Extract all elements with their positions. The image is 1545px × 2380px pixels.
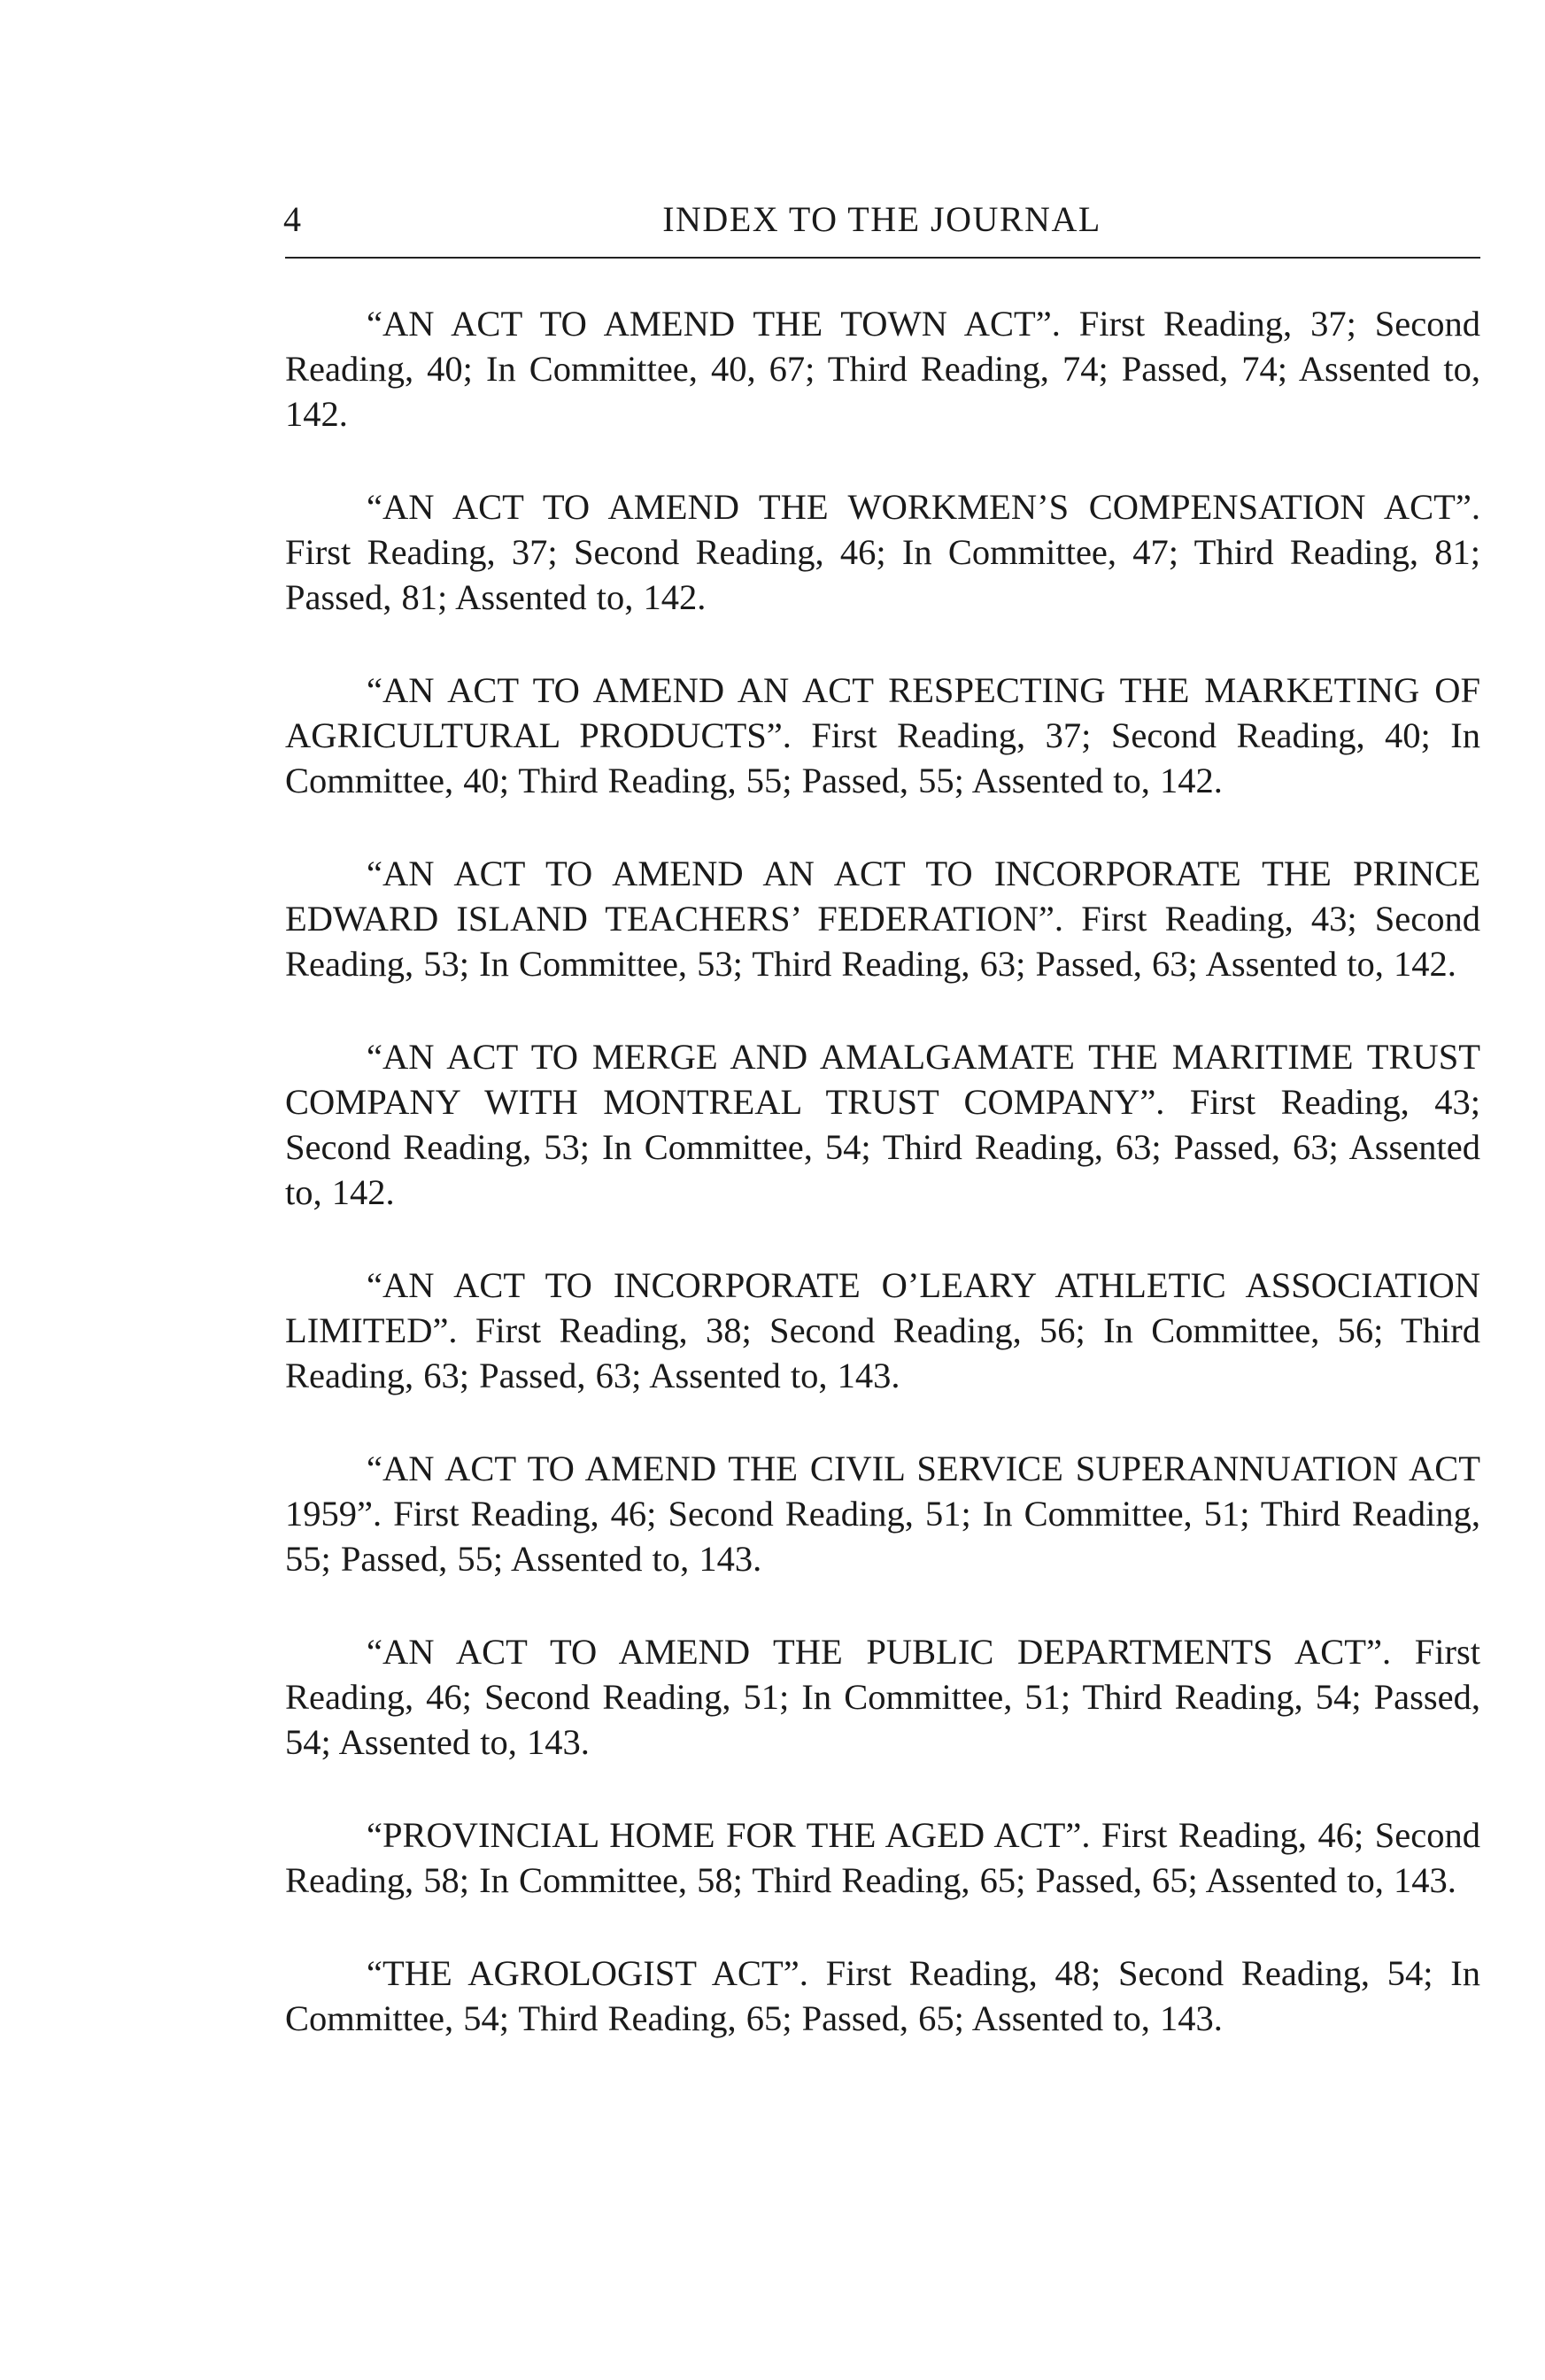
index-entry-oleary-athletic-association: “AN ACT TO INCORPORATE O’LEARY ATHLETIC ASSOCIATION LIMITED”. First Reading, 38; Second Reading, 56; In Committee, 56; Third Reading, 63; Passed, 63; Assented to, 143. [285, 1265, 1480, 1395]
index-entry-teachers-federation: “AN ACT TO AMEND AN ACT TO INCORPORATE THE PRINCE EDWARD ISLAND TEACHERS’ FEDERATION”. First Reading, 43; Second Reading, 53; In Committee, 53; Third Reading, 63; Passed, 63; Assented to, 142. [285, 854, 1480, 984]
index-entry-marketing-agricultural-products: “AN ACT TO AMEND AN ACT RESPECTING THE MARKETING OF AGRICULTURAL PRODUCTS”. First Reading, 37; Second Reading, 40; In Committee, 40; Third Reading, 55; Passed, 55; Assented to, 142. [285, 670, 1480, 800]
header-rule [285, 257, 1480, 259]
index-entries [285, 301, 1480, 2041]
page-header [283, 193, 1480, 246]
index-entry-agrologist-act: “THE AGROLOGIST ACT”. First Reading, 48; Second Reading, 54; In Committee, 54; Third Reading, 65; Passed, 65; Assented to, 143. [285, 1953, 1480, 2038]
index-entry-maritime-trust-company: “AN ACT TO MERGE AND AMALGAMATE THE MARITIME TRUST COMPANY WITH MONTREAL TRUST COMPANY”. First Reading, 43; Second Reading, 53; In Committee, 54; Third Reading, 63; Passed, 63; Assented to, 142. [285, 1037, 1480, 1212]
index-entry-civil-service-superannuation: “AN ACT TO AMEND THE CIVIL SERVICE SUPERANNUATION ACT 1959”. First Reading, 46; Second Reading, 51; In Committee, 51; Third Reading, 55; Passed, 55; Assented to, 143. [285, 1449, 1480, 1579]
index-entry-home-for-the-aged-act: “PROVINCIAL HOME FOR THE AGED ACT”. First Reading, 46; Second Reading, 58; In Committee, 58; Third Reading, 65; Passed, 65; Assented to, 143. [285, 1815, 1480, 1900]
index-entry-workmens-compensation-act: “AN ACT TO AMEND THE WORKMEN’S COMPENSATION ACT”. First Reading, 37; Second Reading, 46; In Committee, 47; Third Reading, 81; Passed, 81; Assented to, 142. [285, 487, 1480, 617]
index-entry-public-departments-act: “AN ACT TO AMEND THE PUBLIC DEPARTMENTS ACT”. First Reading, 46; Second Reading, 51; In Committee, 51; Third Reading, 54; Passed, 54; Assented to, 143. [285, 1632, 1480, 1762]
running-head-title: INDEX TO THE JOURNAL [662, 199, 1101, 239]
index-entry-town-act: “AN ACT TO AMEND THE TOWN ACT”. First Reading, 37; Second Reading, 40; In Committee, 40, 67; Third Reading, 74; Passed, 74; Assented to, 142. [285, 304, 1480, 434]
page-number: 4 [283, 199, 301, 239]
